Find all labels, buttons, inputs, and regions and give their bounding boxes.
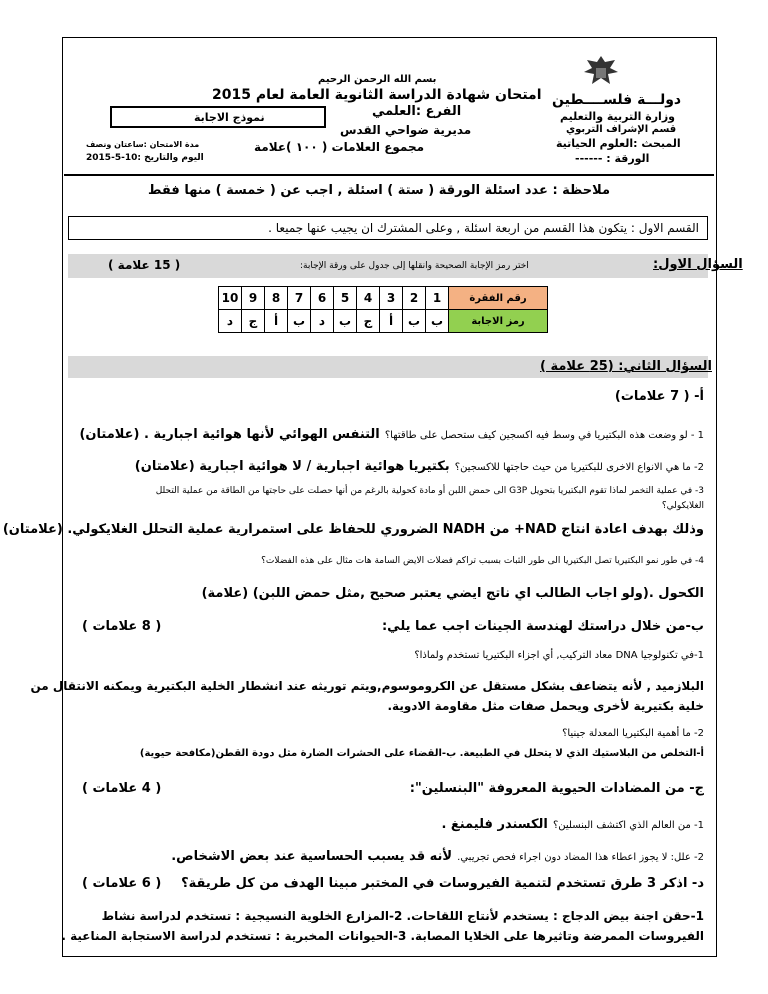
table-cell: ب [334,310,357,333]
exam-date: اليوم والتاريخ :10-5-2015 [86,153,204,163]
part-b-title: ب-من خلال دراستك لهندسة الجينات اجب عما يلي: [381,619,704,634]
table-cell: ب [288,310,311,333]
eagle-emblem-icon [582,54,620,90]
exam-title: امتحان شهادة الدراسة الثانوية العامة لعام 2015 [212,87,542,103]
c1-question: 1- من العالم الذي اكتشف البنسلين؟ [552,820,704,831]
header-divider [64,174,714,176]
table-cell: 7 [288,287,311,310]
table-cell: ب [426,310,449,333]
state-name: دولـــة فلســــطين [552,92,682,108]
table-row-items [219,287,548,310]
section-one-text: القسم الاول : يتكون هذا القسم من اربعة اسئلة , وعلى المشترك ان يجيب عنها جميعا . [268,221,699,235]
table-cell: 9 [242,287,265,310]
ministry: وزارة التربية والتعليم [560,110,675,123]
table-cell: 6 [311,287,334,310]
b2-answer: أ-التخلص من البلاستيك الذي لا يتحلل في الطبيعة. ب-القضاء على الحشرات الضارة مثل دودة القطن(مكافحة حيوية) [139,748,704,759]
exam-duration: مدة الامتحان :ساعتان ونصف [86,140,200,149]
b2-question: 2- ما أهمية البكتيريا المعدلة جينيا؟ [562,728,704,739]
c2-line [171,845,704,864]
c2-answer: لأنه قد يسبب الحساسية عند بعض الاشخاص. [171,849,453,864]
a3-answer: وذلك بهدف اعادة انتاج NAD+ من NADH الضروري للحفاظ على استمرارية عملية التحلل الغلايكولي. (علامتان) [2,522,704,537]
answer-model-box [110,106,326,128]
d-answer-line2: الفيروسات الممرضة وتاثيرها على الخلايا المصابة. 3-الحيوانات المخبرية : تستخدم لدراسة الاستجابة المناعية . [61,929,704,943]
section-one-box [68,216,708,240]
q1-title: السؤال الاول: [653,257,743,272]
table-row-label: رمز الاجابة [449,310,548,333]
table-row-label: رقم الفقرة [449,287,548,310]
part-a-title: أ- ( 7 علامات) [614,389,704,404]
b1-answer-line2: خلية بكتيرية لأخرى ويحمل صفات مثل مقاومة الادوية. [387,699,704,713]
note: ملاحظة : عدد اسئلة الورقة ( ستة ) اسئلة , اجب عن ( خمسة ) منها فقط [148,183,611,198]
subject: المبحث :العلوم الحياتية [556,137,681,150]
q2-title: السؤال الثاني: (25 علامة ) [540,359,712,374]
c2-question: 2- علل: لا يجوز اعطاء هذا المضاد دون اجراء فحص تجريبي. [457,852,704,863]
a2-question: 2- ما هي الانواع الاخرى للبكتيريا من حيث حاجتها للاكسجين؟ [454,462,704,473]
table-cell: ج [242,310,265,333]
table-row-answers [219,310,548,333]
table-cell: 3 [380,287,403,310]
table-cell: أ [380,310,403,333]
c1-answer: الكسندر فليمنغ . [441,817,548,832]
c1-line [441,813,704,832]
basmala: بسم الله الرحمن الرحيم [318,74,437,85]
a1-line [79,423,704,442]
table-cell: د [219,310,242,333]
a2-answer: بكتيريا هوائية اجبارية / لا هوائية اجبارية (علامتان) [134,459,450,474]
table-cell: 4 [357,287,380,310]
department: قسم الإشراف التربوي [566,124,677,135]
d-answer-line1: 1-حقن اجنة بيض الدجاج : يستخدم لأنتاج اللقاحات. 2-المزارع الخلوية النسيجية : تستخدم لدراسة نشاط [101,909,704,923]
directorate: مديرية ضواحي القدس [340,123,472,137]
a4-answer: الكحول .(ولو اجاب الطالب اي ناتج ايضي يعتبر صحيح ,مثل حمض اللبن) (علامة) [201,586,704,601]
part-d-marks: ( 6 علامات ) [82,876,162,891]
table-cell: 1 [426,287,449,310]
answer-model-label: نموذج الاجابة [194,111,265,124]
a3-question-line1: 3- في عملية التخمر لماذا تقوم البكتيريا بتحويل G3P الى حمض اللبن أو مادة كحولية بالرغم من أنها حصلت على حاجتها من الطاقة من عملية التحلل [155,486,704,496]
table-cell: ب [403,310,426,333]
part-d-title: د- اذكر 3 طرق تستخدم لتنمية الفيروسات في المختبر مبينا الهدف من كل طريقة؟ [181,876,704,891]
b1-question: 1-في تكنولوجيا DNA معاد التركيب, أي اجزاء البكتيريا تستخدم ولماذا؟ [414,650,704,661]
q1-marks: ( 15 علامة ) [108,258,181,272]
part-c-marks: ( 4 علامات ) [82,781,162,796]
paper: الورقة : ------ [575,152,650,165]
table-cell: 5 [334,287,357,310]
table-cell: 2 [403,287,426,310]
a2-line [84,455,704,474]
a3-question-line2: الغلايكولي؟ [661,501,704,511]
a1-answer: التنفس الهوائي لأنها هوائية اجبارية . (علامتان) [79,427,380,442]
a4-question: 4- في طور نمو البكتيريا تصل البكتيريا الى طور الثبات بسبب تراكم فضلات الايض السامة هات مثال على هذه الفضلات؟ [261,556,704,566]
q1-answer-table [218,286,548,333]
total-marks: مجموع العلامات ( ١٠٠ )علامة [254,140,425,154]
q1-instruction: اختر رمز الإجابة الصحيحة وانقلها إلى جدول على ورقة الإجابة: [300,261,529,271]
branch: الفرع :العلمي [372,104,462,119]
table-cell: 10 [219,287,242,310]
a1-question: 1 - لو وضعت هذه البكتيريا في وسط فيه اكسجين كيف ستحصل على طاقتها؟ [384,430,704,441]
table-cell: 8 [265,287,288,310]
table-cell: أ [265,310,288,333]
b1-answer-line1: البلازميد , لأنه يتضاعف بشكل مستقل عن الكروموسوم,ويتم توريثه عند انشطار الخلية البكتيرية ويمكنه الانتقال من [30,679,704,693]
part-b-marks: ( 8 علامات ) [82,619,162,634]
part-c-title: ج- من المضادات الحيوية المعروفة "البنسلين": [409,781,704,796]
table-cell: د [311,310,334,333]
table-cell: ج [357,310,380,333]
